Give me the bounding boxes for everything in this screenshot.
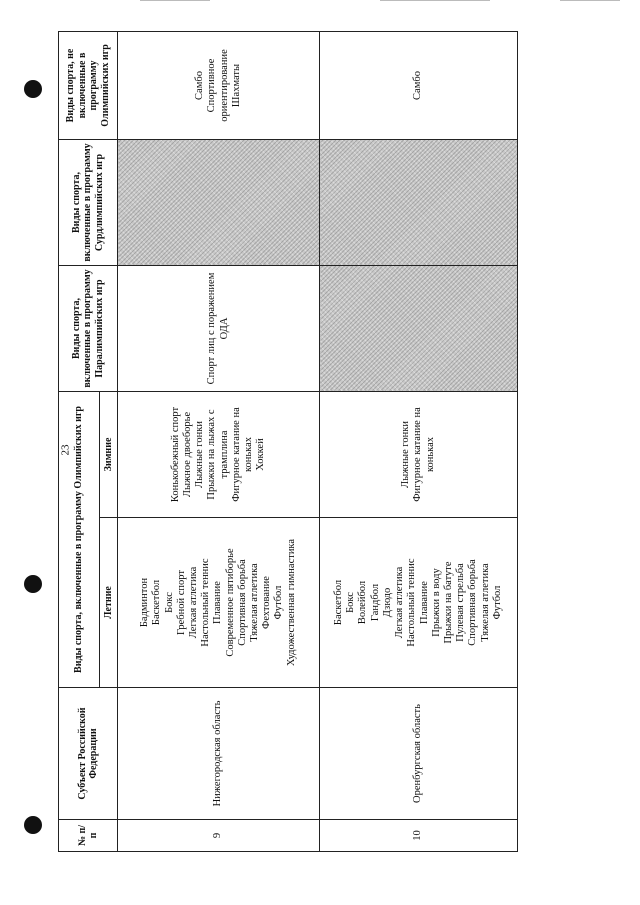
sport-item: Легкая атлетика <box>394 566 406 639</box>
sport-item: Волейбол <box>357 580 369 625</box>
summer-sports-cell <box>320 518 518 688</box>
surdlympic-sports-cell <box>320 140 518 266</box>
row-subject: Нижегородская область <box>118 688 320 820</box>
sport-item: Современное пятиборье <box>224 548 236 657</box>
sport-item: Тяжелая атлетика <box>479 563 491 642</box>
punch-hole-middle <box>24 575 42 593</box>
sport-item: Самбо <box>194 71 206 100</box>
non-olympic-sports-cell <box>118 32 320 140</box>
sport-item: Шахматы <box>230 63 242 108</box>
sport-item: Фигурное катание на <box>412 407 424 502</box>
punch-hole-top <box>24 80 42 98</box>
sport-item: Конькобежный спорт <box>169 406 181 503</box>
non-olympic-sports-cell <box>320 32 518 140</box>
header-subject: Субъект Российской Федерации <box>59 688 118 820</box>
table-row <box>118 32 320 852</box>
sport-item: Лыжные гонки <box>194 420 206 489</box>
sport-item: Хоккей <box>255 438 267 471</box>
sport-item: коньках <box>242 436 254 473</box>
sport-item: Лыжные гонки <box>400 420 412 489</box>
scan-artifact <box>140 0 210 1</box>
surdlympic-sports-cell <box>118 140 320 266</box>
row-subject: Оренбургская область <box>320 688 518 820</box>
header-non-olympic: Виды спорта, не включенные в программу Олимпийских игр <box>59 32 118 140</box>
sport-item: Самбо <box>412 71 424 100</box>
sport-item: Прыжки в воду <box>430 568 442 637</box>
paralympic-sports-cell <box>118 266 320 392</box>
header-olympic-group: Виды спорта, включенные в программу Олимпийских игр <box>59 392 100 688</box>
sports-table <box>58 31 518 852</box>
scan-artifact <box>380 0 490 1</box>
sport-item: Дзюдо <box>381 587 393 618</box>
sport-item: Бокс <box>163 592 175 613</box>
sport-item: Плавание <box>418 581 430 624</box>
sport-item: Фигурное катание на <box>230 407 242 502</box>
sport-item: Спортивное <box>206 58 218 113</box>
row-num: 9 <box>118 820 320 852</box>
sport-item: Пулевая стрельба <box>455 563 467 642</box>
winter-sports-cell <box>118 392 320 518</box>
sport-item: Фехтование <box>261 576 273 629</box>
header-surdlympic: Виды спорта, включенные в программу Сурдлимпийских игр <box>59 140 118 266</box>
header-winter: Зимние <box>100 392 118 518</box>
header-num: № п/п <box>59 820 118 852</box>
sport-item: Настольный теннис <box>200 558 212 647</box>
sport-item: трамплина <box>218 430 230 479</box>
sport-item: Художественная гимнастика <box>285 538 297 667</box>
sport-item: Баскетбол <box>151 579 163 626</box>
sport-item: Баскетбол <box>333 579 345 626</box>
sport-item: Настольный теннис <box>406 558 418 647</box>
page-number: 23 <box>59 444 72 456</box>
sport-item: коньках <box>424 436 436 473</box>
paralympic-sports-cell <box>320 266 518 392</box>
sport-item: Спортивная борьба <box>236 559 248 646</box>
sport-item: Гандбол <box>369 583 381 622</box>
header-summer: Летние <box>100 518 118 688</box>
sport-item: Прыжки на лыжах с <box>206 409 218 500</box>
scan-artifact <box>560 0 620 1</box>
sport-item: Спорт лиц с поражением <box>206 272 218 385</box>
sport-item: Тяжелая атлетика <box>249 563 260 642</box>
sport-item: Футбол <box>273 585 285 620</box>
sport-item: Гребной спорт <box>175 570 187 636</box>
punch-hole-bottom <box>24 816 42 834</box>
sport-item: Спортивная борьба <box>467 559 479 646</box>
sport-item: ОДА <box>218 317 230 340</box>
sport-item: Лыжное двоеборье <box>181 411 193 498</box>
row-num: 10 <box>320 820 518 852</box>
summer-sports-cell <box>118 518 320 688</box>
header-paralympic: Виды спорта, включенные в программу Паралимпийских игр <box>59 266 118 392</box>
sport-item: Футбол <box>491 585 503 620</box>
sport-item: ориентирование <box>218 49 230 122</box>
sport-item: Плавание <box>212 581 224 624</box>
rotated-table-container <box>58 32 518 852</box>
winter-sports-cell <box>320 392 518 518</box>
header-row-1 <box>59 32 100 852</box>
sport-item: Легкая атлетика <box>187 566 199 639</box>
sport-item: Бокс <box>345 592 357 613</box>
sport-item: Прыжки на батуте <box>442 561 454 644</box>
sport-item: Бадминтон <box>139 577 151 628</box>
table-row <box>320 32 518 852</box>
